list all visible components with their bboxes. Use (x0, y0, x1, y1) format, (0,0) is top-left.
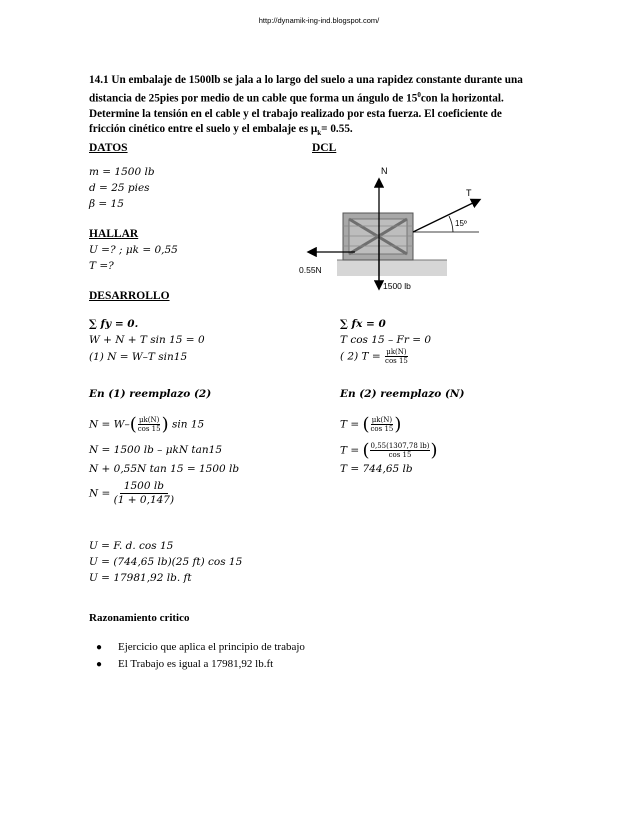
n-eq1-den: cos 15 (137, 425, 161, 433)
paren-close: ) (161, 414, 169, 435)
n-eq4-lhs: N = (89, 487, 111, 500)
n-eq4-den: (1 + 0,147) (113, 494, 175, 506)
t-eq1-lhs: T = (340, 418, 360, 431)
u-eq2: U = (744,65 lb)(25 ft) cos 15 (89, 556, 243, 568)
sum-fx: ∑ fx = 0 (340, 318, 386, 330)
problem-line3: Determine la tensión en el cable y el trabajo realizado por esta fuerza. El coeficiente de (89, 108, 502, 121)
hallar-t: T =? (89, 260, 114, 272)
eq-w: W + N + T sin 15 = 0 (89, 334, 205, 346)
t-eq2 (340, 440, 438, 461)
n-eq4-fraction (114, 480, 174, 507)
problem-line2b: con la horizontal. (420, 92, 504, 105)
n-eq1-rhs: sin 15 (171, 418, 205, 431)
u-eq3: U = 17981,92 lb. ft (89, 572, 192, 584)
t-eq1 (340, 414, 401, 435)
paren-open-3: ( (362, 440, 370, 461)
t-eq2-fraction (370, 442, 431, 459)
ground-shade (337, 260, 447, 276)
weight-label: 1500 lb (383, 281, 411, 291)
bullet-text-2: El Trabajo es igual a 17981,92 lb.ft (118, 658, 274, 670)
t-eq3: T = 744,65 lb (340, 463, 413, 475)
t-eq1-den: cos 15 (370, 425, 394, 433)
t-eq1-fraction (370, 416, 395, 433)
eq-2-fraction (384, 348, 409, 365)
n-eq4 (89, 480, 174, 507)
angle-arc (449, 216, 453, 232)
reemplazo-12: En (1) reemplazo (2) (89, 388, 212, 400)
eq-t: T cos 15 – Fr = 0 (340, 334, 432, 346)
reemplazo-2n: En (2) reemplazo (N) (340, 388, 465, 400)
problem-line4b: = 0.55. (321, 123, 353, 136)
u-eq1: U = F. d. cos 15 (89, 540, 174, 552)
problem-statement (89, 73, 559, 142)
heading-hallar: HALLAR (89, 228, 139, 240)
problem-line4a: fricción cinético entre el suelo y el embalaje es μ (89, 123, 318, 136)
n-eq4-num: 1500 lb (120, 480, 168, 494)
sum-fy: ∑ fy = 0. (89, 318, 139, 330)
t-eq2-lhs: T = (340, 444, 360, 457)
paren-open-2: ( (362, 414, 370, 435)
paren-open: ( (129, 414, 137, 435)
n-eq1-fraction (137, 416, 162, 433)
header-url: http://dynamik-ing-ind.blogspot.com/ (258, 16, 380, 25)
problem-line2a: distancia de 25pies por medio de un cable que forma un ángulo de 15 (89, 92, 418, 105)
n-eq2: N = 1500 lb – μkN tan15 (89, 444, 223, 456)
bullet-icon: ● (96, 659, 103, 670)
heading-dcl: DCL (312, 142, 337, 154)
paren-close-2: ) (394, 414, 402, 435)
t-eq1-num: μk(N) (371, 416, 393, 424)
n-eq1-num: μk(N) (138, 416, 160, 424)
datos-m: m = 1500 lb (89, 166, 155, 178)
eq-2-num: μk(N) (386, 348, 407, 356)
eq-1: (1) N = W–T sin15 (89, 351, 188, 363)
free-body-diagram (295, 160, 495, 295)
heading-razonamiento: Razonamiento critico (89, 612, 190, 624)
problem-line1: 14.1 Un embalaje de 1500lb se jala a lo largo del suelo a una rapidez constante durante una (89, 74, 523, 86)
n-eq3: N + 0,55N tan 15 = 1500 lb (89, 463, 240, 475)
t-eq2-den: cos 15 (388, 451, 412, 459)
t-label: T (466, 188, 472, 198)
heading-desarrollo: DESARROLLO (89, 290, 170, 302)
angle-label: 15º (455, 219, 467, 228)
heading-datos: DATOS (89, 142, 128, 154)
tension-arrow (413, 200, 479, 232)
bullet-item (96, 639, 305, 656)
bullet-list (96, 639, 305, 673)
eq-2 (340, 348, 409, 365)
bullet-text-1: Ejercicio que aplica el principio de trabajo (118, 641, 305, 653)
datos-d: d = 25 pies (89, 182, 150, 194)
t-eq2-num: 0,55(1307,78 lb) (370, 442, 430, 450)
hallar-u: U =? ; μk = 0,55 (89, 244, 178, 256)
problem-mu-sub: k (317, 129, 322, 138)
n-eq1 (89, 414, 204, 435)
eq-2-den: cos 15 (385, 357, 408, 365)
problem-degree-sup: 0 (417, 91, 421, 100)
bullet-item (96, 656, 305, 673)
n-eq1-lhs: N = W– (89, 418, 130, 431)
bullet-icon: ● (96, 642, 103, 653)
eq-2-lhs: ( 2) T = (340, 350, 381, 363)
crate-icon (343, 213, 413, 260)
datos-beta: β = 15 (89, 198, 124, 210)
paren-close-3: ) (430, 440, 438, 461)
friction-label: 0.55N (299, 265, 322, 275)
n-label: N (381, 166, 388, 176)
